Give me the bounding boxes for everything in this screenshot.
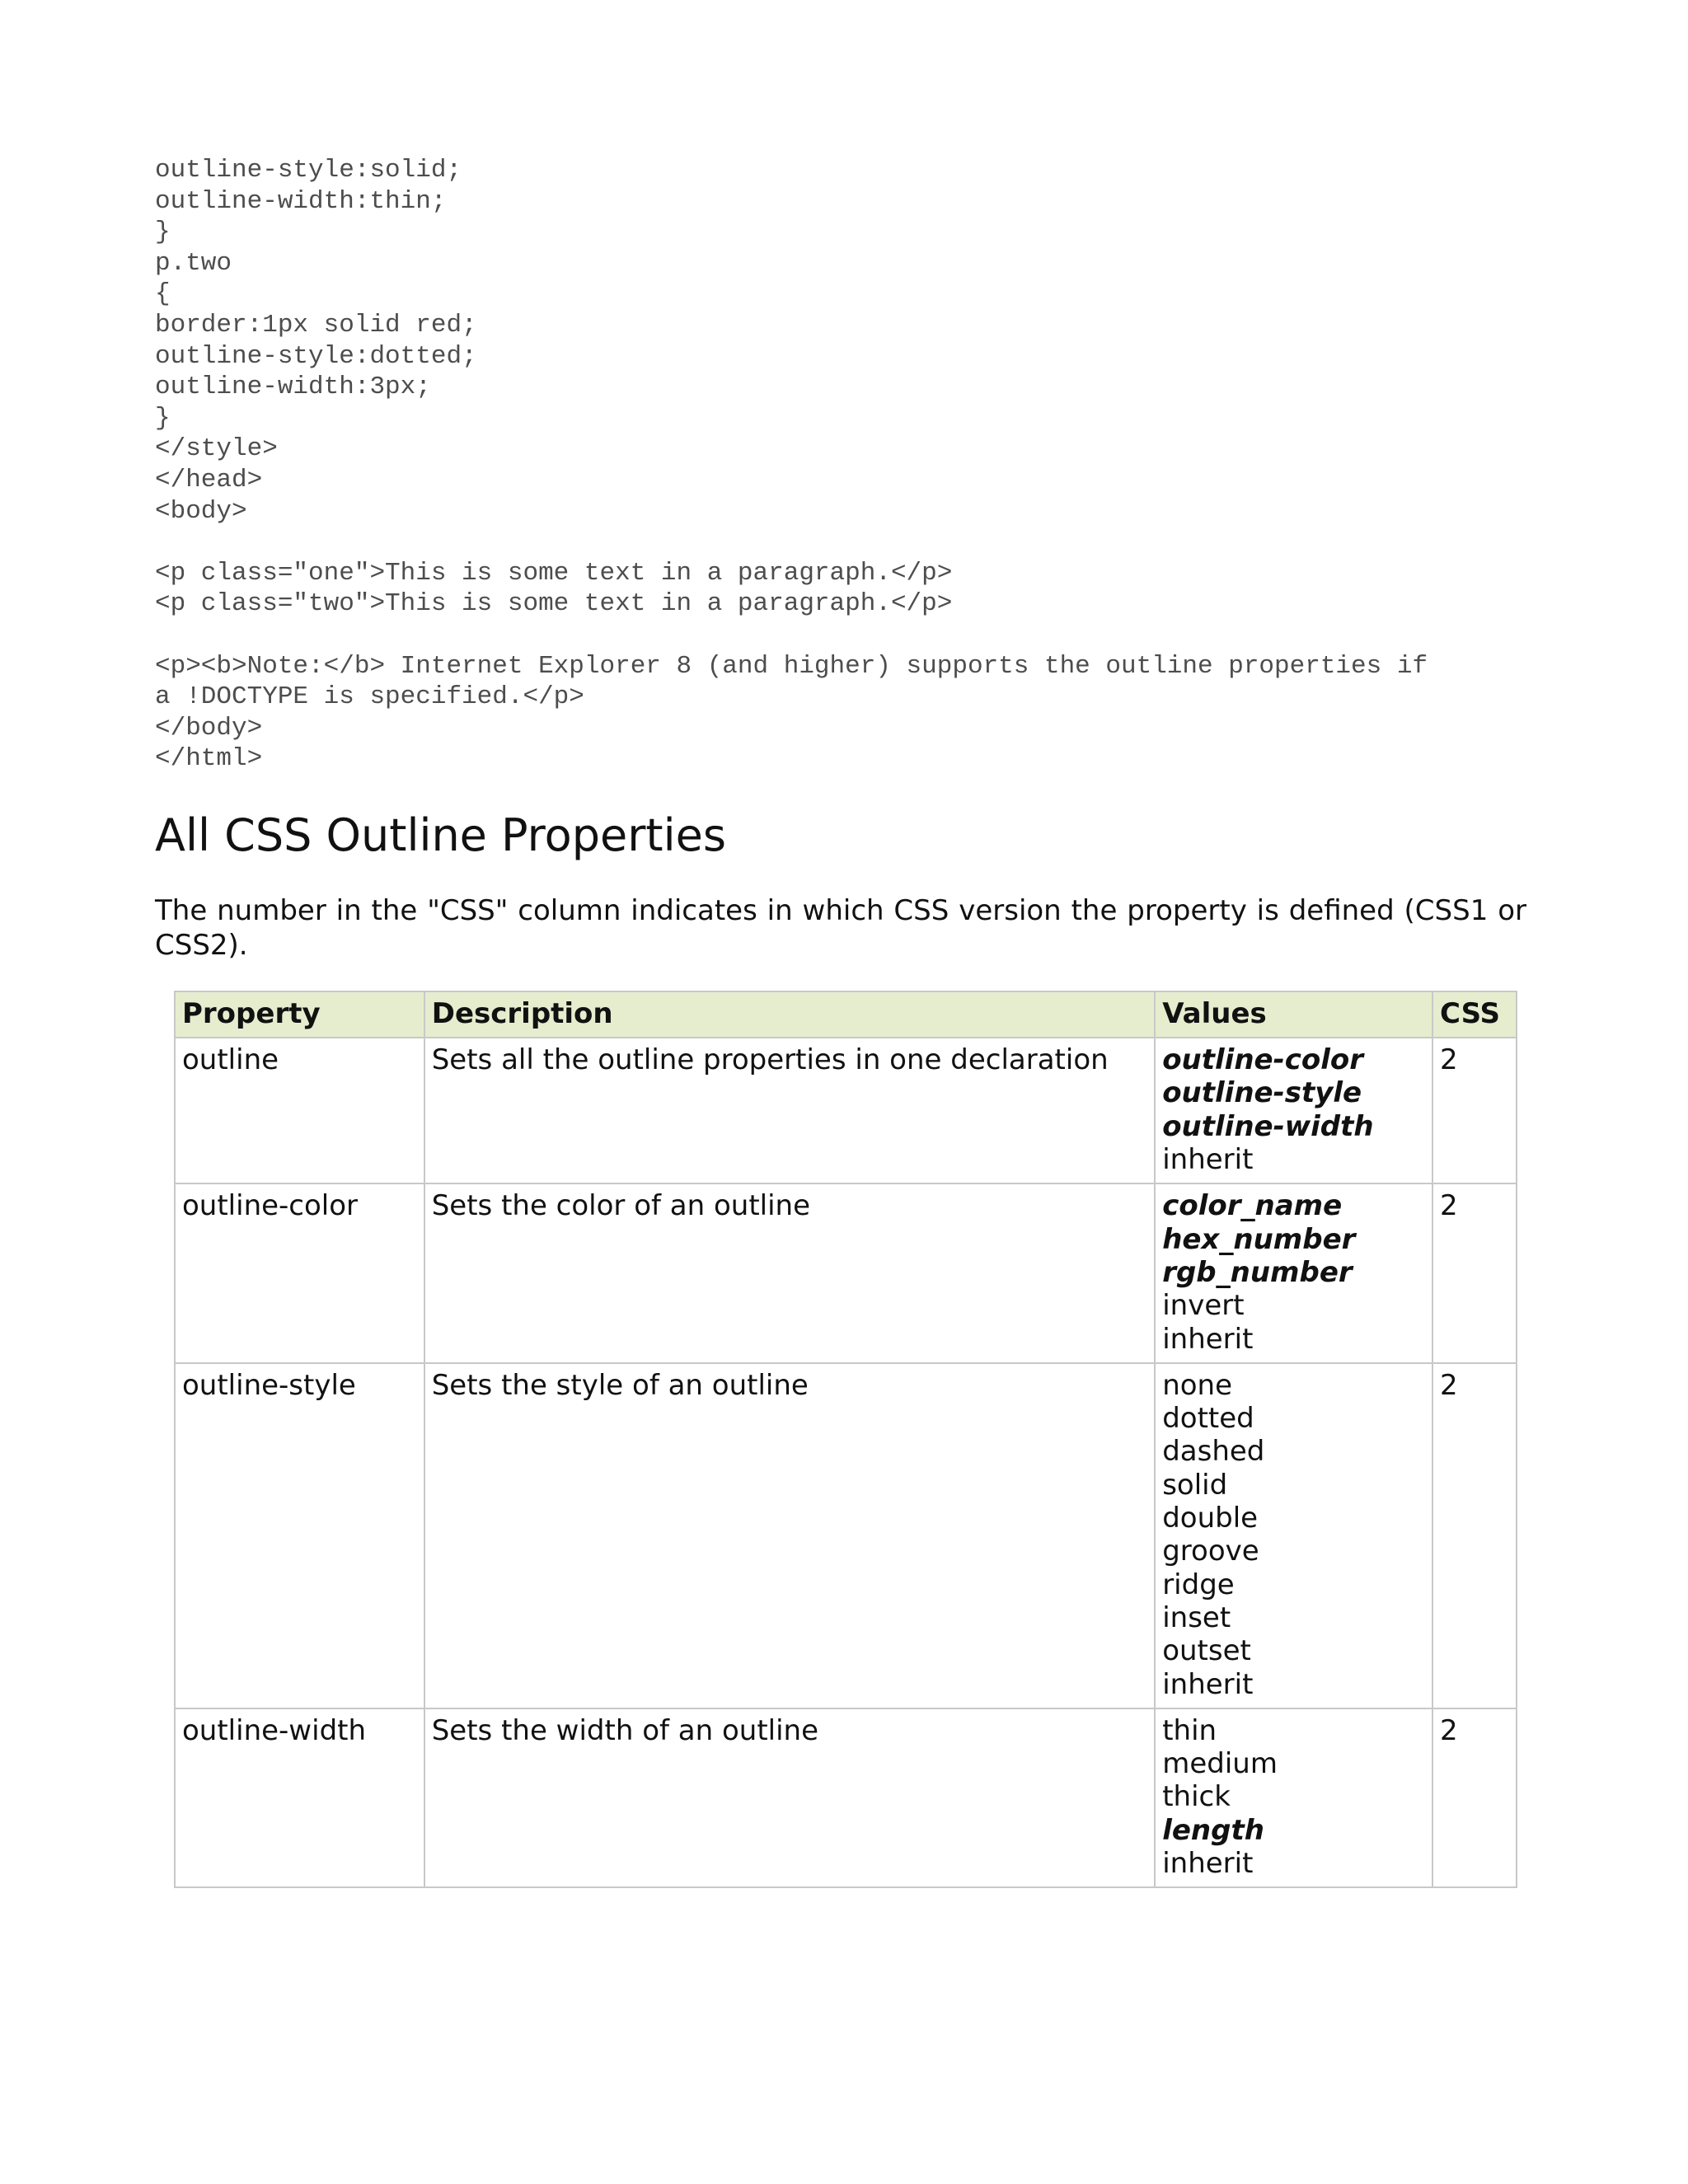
table-body xyxy=(175,1038,1517,1887)
value-item: inherit xyxy=(1162,1322,1254,1356)
header-description: Description xyxy=(424,991,1155,1038)
value-item: dashed xyxy=(1162,1435,1265,1469)
value-item: inherit xyxy=(1162,1667,1254,1701)
properties-table xyxy=(174,991,1517,1888)
value-item: outline-color xyxy=(1162,1043,1363,1077)
value-item: none xyxy=(1162,1368,1233,1402)
cell-property: outline xyxy=(175,1038,424,1183)
value-item: thick xyxy=(1162,1780,1231,1814)
cell-values xyxy=(1155,1183,1432,1362)
cell-values xyxy=(1155,1363,1432,1708)
cell-description: Sets the style of an outline xyxy=(424,1363,1155,1708)
cell-property: outline-color xyxy=(175,1183,424,1362)
cell-values xyxy=(1155,1708,1432,1887)
value-item: medium xyxy=(1162,1747,1278,1781)
section-intro: The number in the "CSS" column indicates in which CSS version the property is defined (CSS1 or CSS2). xyxy=(155,893,1526,962)
cell-description: Sets all the outline properties in one declaration xyxy=(424,1038,1155,1183)
code-line: </head> xyxy=(155,465,263,494)
value-item: outline-style xyxy=(1162,1076,1362,1110)
table-row xyxy=(175,1363,1517,1708)
header-values: Values xyxy=(1155,991,1432,1038)
code-line xyxy=(155,527,1526,558)
header-property: Property xyxy=(175,991,424,1038)
value-item: thin xyxy=(1162,1713,1217,1747)
code-line xyxy=(155,620,1526,651)
cell-css-version: 2 xyxy=(1432,1363,1517,1708)
table-header-row xyxy=(175,991,1517,1038)
value-item: invert xyxy=(1162,1289,1245,1323)
cell-property: outline-width xyxy=(175,1708,424,1887)
value-item: color_name xyxy=(1162,1189,1343,1223)
value-item: outset xyxy=(1162,1634,1251,1668)
cell-css-version: 2 xyxy=(1432,1708,1517,1887)
code-line: </style> xyxy=(155,434,278,464)
value-item: outline-width xyxy=(1162,1109,1374,1143)
value-item: hex_number xyxy=(1162,1222,1356,1256)
cell-values xyxy=(1155,1038,1432,1183)
cell-description: Sets the width of an outline xyxy=(424,1708,1155,1887)
header-css: CSS xyxy=(1432,991,1517,1038)
code-line: <p class="one">This is some text in a paragraph.</p> xyxy=(155,558,953,588)
section-heading: All CSS Outline Properties xyxy=(155,808,726,861)
value-item: inherit xyxy=(1162,1847,1254,1880)
code-line: outline-width:3px; xyxy=(155,373,431,402)
code-line: outline-style:dotted; xyxy=(155,341,477,371)
value-item: groove xyxy=(1162,1535,1259,1568)
value-item: inset xyxy=(1162,1601,1231,1634)
value-item: double xyxy=(1162,1502,1259,1535)
code-line: outline-style:solid; xyxy=(155,156,462,185)
code-line: <p class="two">This is some text in a paragraph.</p> xyxy=(155,589,953,619)
code-line: <body> xyxy=(155,496,247,526)
code-line: </html> xyxy=(155,744,263,774)
code-line: border:1px solid red; xyxy=(155,310,477,340)
cell-css-version: 2 xyxy=(1432,1038,1517,1183)
value-item: dotted xyxy=(1162,1402,1254,1436)
code-line: } xyxy=(155,403,171,433)
code-line: <p><b>Note:</b> Internet Explorer 8 (and higher) supports the outline properties if xyxy=(155,651,1428,681)
value-item: solid xyxy=(1162,1468,1228,1502)
table-row xyxy=(175,1038,1517,1183)
code-line: { xyxy=(155,279,171,309)
code-sample xyxy=(155,155,1526,775)
cell-property: outline-style xyxy=(175,1363,424,1708)
value-item: length xyxy=(1162,1813,1264,1847)
value-item: ridge xyxy=(1162,1568,1235,1601)
table-row xyxy=(175,1708,1517,1887)
value-item: rgb_number xyxy=(1162,1255,1353,1289)
code-line: a !DOCTYPE is specified.</p> xyxy=(155,682,584,712)
table-row xyxy=(175,1183,1517,1362)
value-item: inherit xyxy=(1162,1143,1254,1177)
code-line: p.two xyxy=(155,248,232,278)
code-line: outline-width:thin; xyxy=(155,186,447,216)
document-page xyxy=(155,155,1526,1888)
cell-description: Sets the color of an outline xyxy=(424,1183,1155,1362)
cell-css-version: 2 xyxy=(1432,1183,1517,1362)
code-line: } xyxy=(155,218,171,247)
code-line: </body> xyxy=(155,713,263,743)
